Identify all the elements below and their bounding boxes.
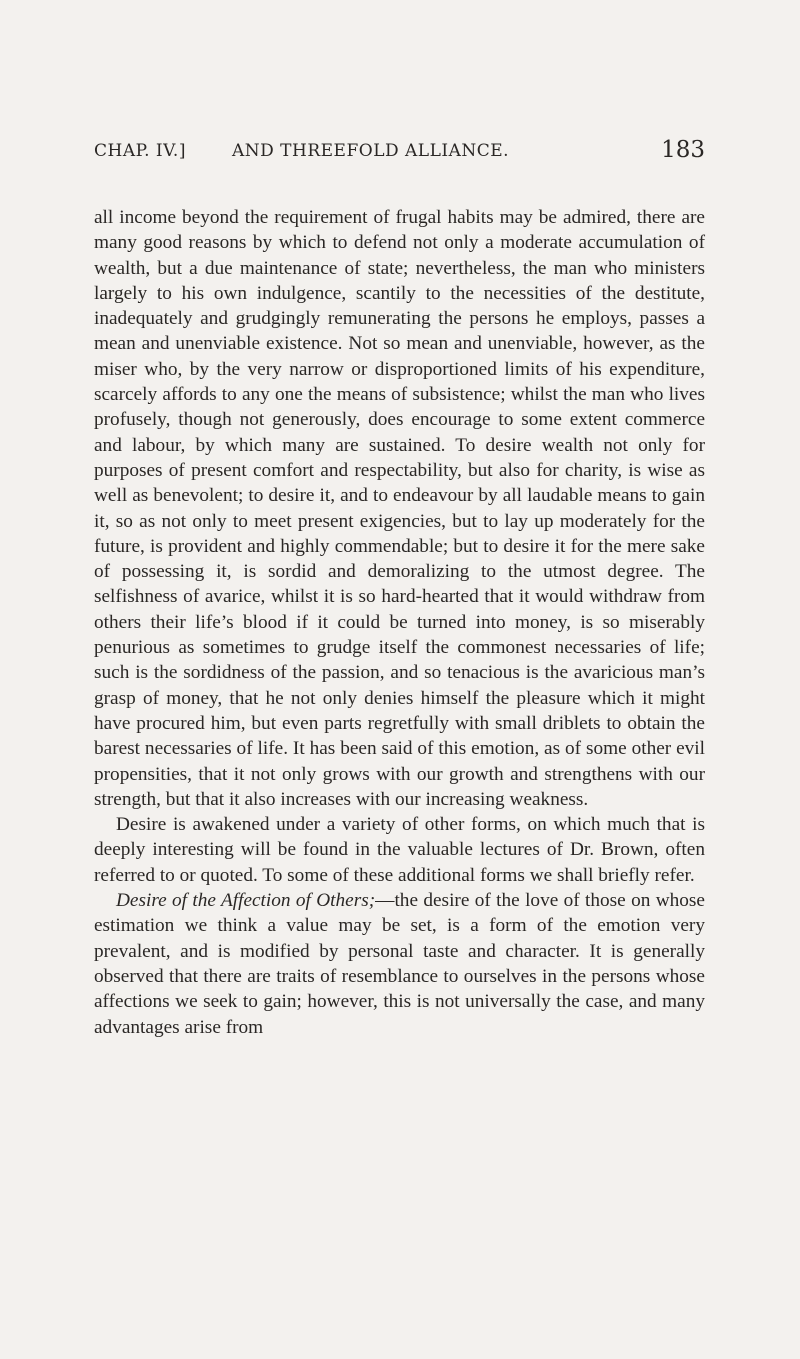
running-title: AND THREEFOLD ALLIANCE. [232, 141, 510, 161]
running-head [94, 137, 705, 175]
body-text [94, 205, 705, 1040]
section-heading: Desire of the Affection of Others; [116, 890, 376, 912]
paragraph-text: —the desire of the love of those on whose estimation we think a value may be set, is a form of the emotion very prevalent, and is modified by personal taste and character. It is generally observed that there are traits of resemblance to ourselves in the persons whose affections we seek to gain; however, this is not universally the case, and many advantages arise from [94, 890, 705, 1038]
paragraph [94, 888, 705, 1040]
page-number: 183 [661, 137, 705, 163]
chapter-label: CHAP. IV.] [94, 141, 186, 161]
paragraph: Desire is awakened under a variety of other forms, on which much that is deeply interesting will be found in the valuable lectures of Dr. Brown, often referred to or quoted. To some of these additional forms we shall briefly refer. [94, 814, 705, 886]
paragraph: all income beyond the requirement of frugal habits may be admired, there are many good reasons by which to defend not only a moderate accumulation of wealth, but a due maintenance of state; nevertheless, the man who ministers largely to his own indulgence, scantily to the necessities of the destitute, inadequately and grudgingly remunerating the persons he employs, passes a mean and unenviable existence. Not so mean and unenviable, however, as the miser who, by the very narrow or disproportioned limits of his expenditure, scarcely affords to any one the means of subsistence; whilst the man who lives profusely, though not generously, does encourage to some extent commerce and labour, by which many are sustained. To desire wealth not only for purposes of present comfort and respectability, but also for charity, is wise as well as benevolent; to desire it, and to endeavour by all laudable means to gain it, so as not only to meet present exigencies, but to lay up moderately for the future, is provident and highly commendable; but to desire it for the mere sake of possessing it, is sordid and demoralizing to the utmost degree. The selfishness of avarice, whilst it is so hard-hearted that it would withdraw from others their life’s blood if it could be turned into money, is so miserably penurious as sometimes to grudge itself the commonest necessaries of life; such is the sordidness of the passion, and so tenacious is the avaricious man’s grasp of money, that he not only denies himself the pleasure which it might have procured him, but even parts regretfully with small driblets to obtain the barest necessaries of life. It has been said of this emotion, as of some other evil propensities, that it not only grows with our growth and strengthens with our strength, but that it also increases with our increasing weakness. [94, 207, 705, 810]
